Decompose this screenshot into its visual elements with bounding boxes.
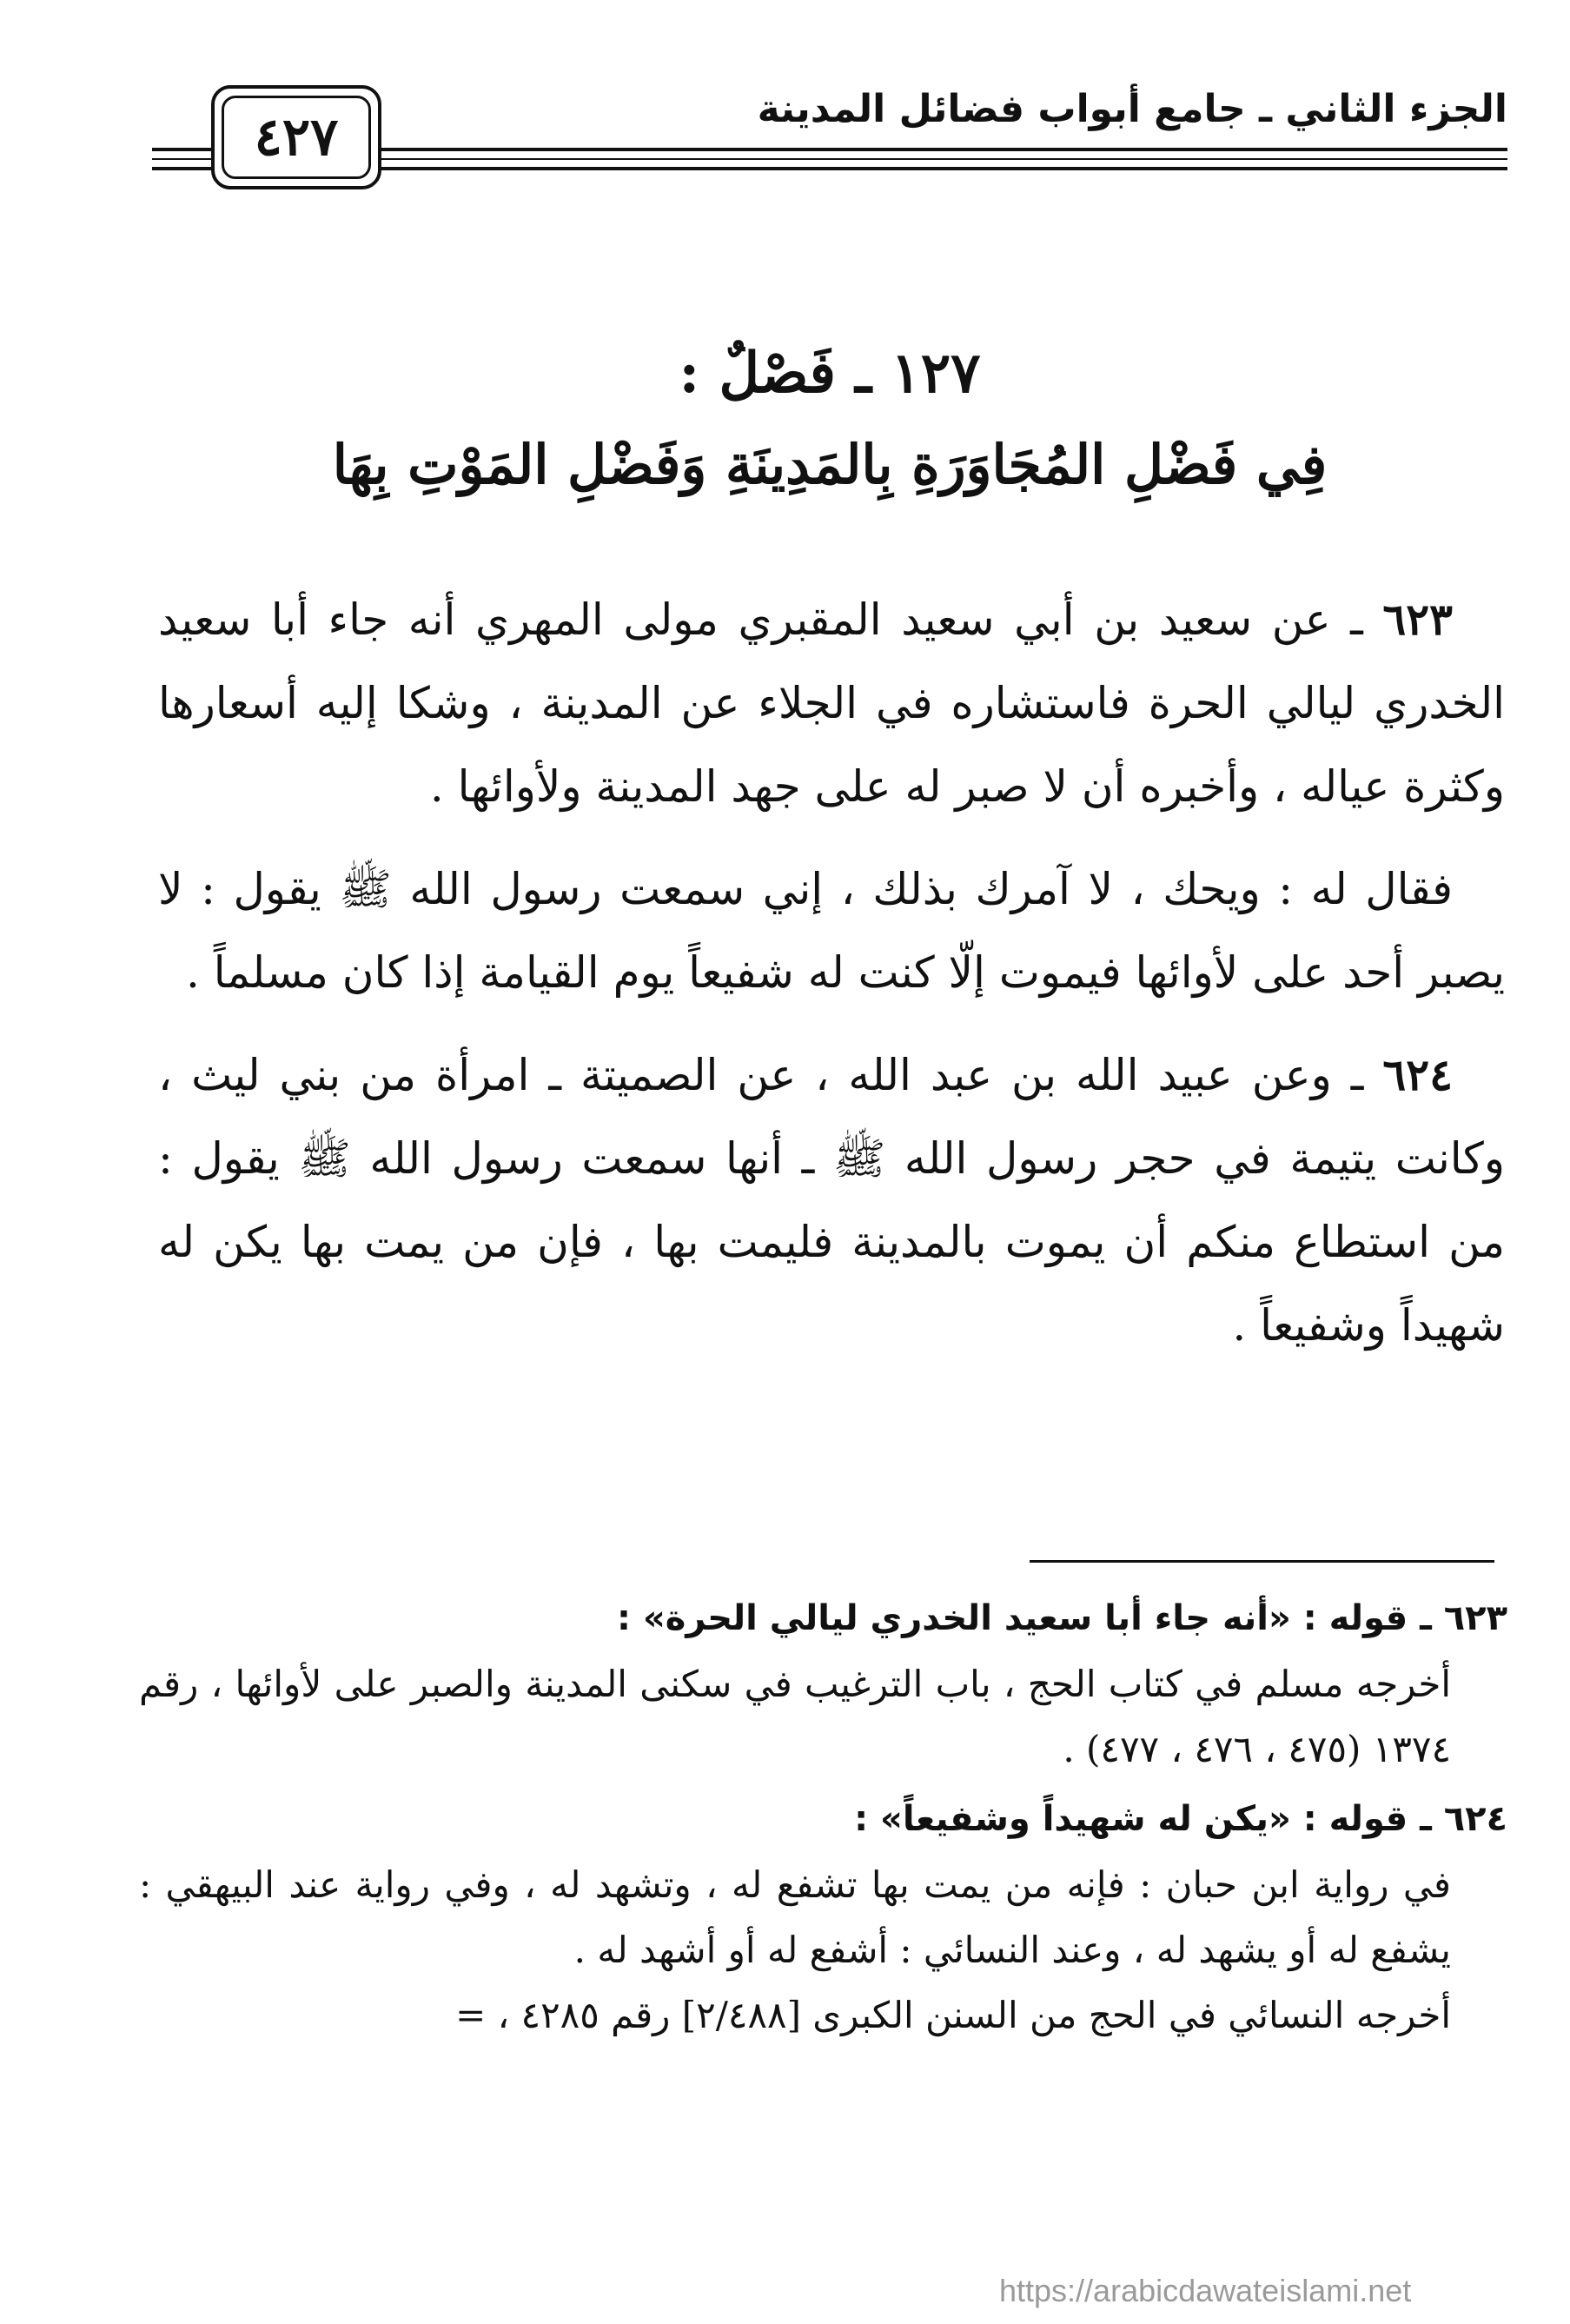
- hadith-623: [158, 578, 1505, 828]
- footnotes: [139, 1586, 1507, 2053]
- hadith-623-continuation: فقال له : ويحك ، لا آمرك بذلك ، إني سمعت رسول الله ﷺ يقول : لا يصبر أحد على لأوائها فيموت إلّا كنت له شفيعاً يوم القيامة إذا كان مسلماً .: [158, 864, 1505, 998]
- hadith-text: ـ وعن عبيد الله بن عبد الله ، عن الصميتة ـ امرأة من بني ليث ، وكانت يتيمة في حجر رسول الله ﷺ ـ أنها سمعت رسول الله ﷺ يقول : من استطاع منكم أن يموت بالمدينة فليمت بها ، فإن من يمت بها يكن له شهيداً وشفيعاً .: [158, 1050, 1505, 1351]
- page-header: [152, 68, 1507, 198]
- footnote-heading: ٦٢٣ ـ قوله : «أنه جاء أبا سعيد الخدري ليالي الحرة» :: [617, 1598, 1507, 1638]
- section-heading: [152, 330, 1507, 513]
- body-text: [158, 578, 1505, 1367]
- header-rule: [152, 158, 213, 160]
- hadith-number: ٦٢٣: [1382, 594, 1453, 645]
- footnote-624: [139, 1787, 1507, 2048]
- page-number-box: [211, 85, 381, 189]
- header-rule: [378, 167, 1507, 170]
- header-rule: [152, 148, 213, 151]
- footnote-separator: [1030, 1560, 1494, 1563]
- header-rule: [152, 167, 213, 170]
- section-title: فِي فَضْلِ المُجَاوَرَةِ بِالمَدِينَةِ وَفَضْلِ المَوْتِ بِهَا: [332, 433, 1328, 496]
- hadith-text: ـ عن سعيد بن أبي سعيد المقبري مولى المهري أنه جاء أبا سعيد الخدري ليالي الحرة فاستشاره في الجلاء عن المدينة ، وشكا إليه أسعارها وكثرة عياله ، وأخبره أن لا صبر له على جهد المدينة ولأوائها .: [158, 594, 1505, 812]
- page-number-frame: [222, 96, 371, 179]
- hadith-624: [158, 1033, 1505, 1367]
- header-rule: [378, 148, 1507, 151]
- footnote-body: أخرجه النسائي في الحج من السنن الكبرى [٢/٤٨٨] رقم ٤٢٨٥ ، =: [455, 1994, 1451, 2036]
- footnote-623: [139, 1586, 1507, 1782]
- page-number: ٤٢٧: [254, 107, 339, 168]
- footnote-heading: ٦٢٤ ـ قوله : «يكن له شهيداً وشفيعاً» :: [854, 1799, 1507, 1839]
- hadith-number: ٦٢٤: [1382, 1049, 1453, 1100]
- running-title: الجزء الثاني ـ جامع أبواب فضائل المدينة: [757, 87, 1507, 131]
- header-rule: [378, 158, 1507, 160]
- footnote-body: في رواية ابن حبان : فإنه من يمت بها تشفع له ، وتشهد له ، وفي رواية عند البيهقي : يشفع له أو يشهد له ، وعند النسائي : أشفع له أو أشهد له .: [139, 1863, 1451, 1971]
- watermark-url: https://arabicdawateislami.net: [999, 2273, 1412, 2308]
- section-number: ١٢٧ ـ فَصْلٌ :: [679, 341, 981, 406]
- footnote-body: أخرجه مسلم في كتاب الحج ، باب الترغيب في سكنى المدينة والصبر على لأوائها ، رقم ١٣٧٤ (٤٧٥ ، ٤٧٦ ، ٤٧٧) .: [139, 1663, 1451, 1770]
